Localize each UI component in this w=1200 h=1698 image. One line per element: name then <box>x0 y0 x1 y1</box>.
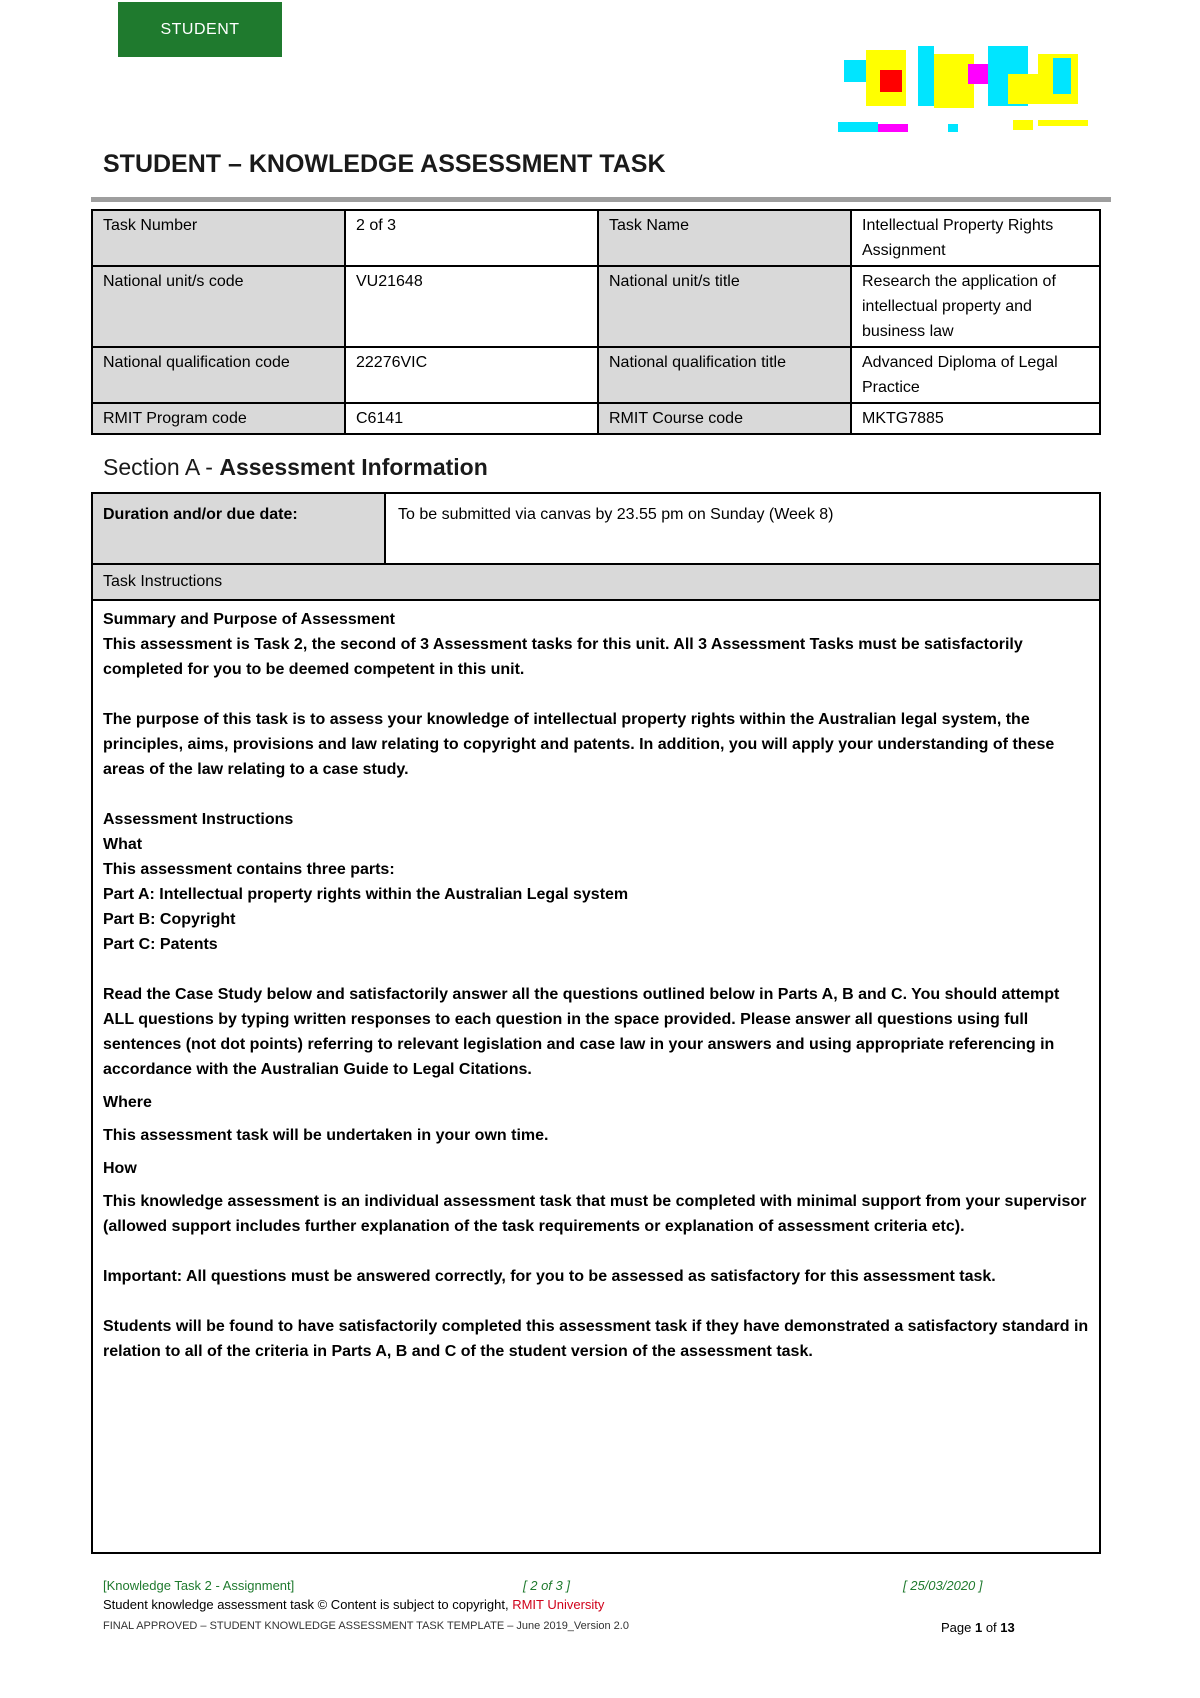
footer-copyright-text: Student knowledge assessment task © Content is subject to copyright, <box>103 1597 513 1612</box>
what-heading: What <box>103 836 143 853</box>
section-title: Assessment Information <box>219 454 488 480</box>
due-date-row <box>93 494 1099 565</box>
page-label: Page <box>941 1620 975 1635</box>
logo-block-cyan-4 <box>1053 58 1071 94</box>
footer-page-number <box>941 1620 1015 1635</box>
task-number-value: 2 of 3 <box>345 210 598 266</box>
page-of: of <box>982 1620 1001 1635</box>
table-row <box>92 403 1100 434</box>
important-text <box>103 1264 1089 1289</box>
qualification-title-value: Advanced Diploma of Legal Practice <box>851 347 1100 403</box>
title-rule <box>91 197 1111 202</box>
logo-strip-1 <box>838 122 878 132</box>
where-text: This assessment task will be undertaken in your own time. <box>103 1127 549 1144</box>
how-heading: How <box>103 1160 137 1177</box>
section-prefix: Section A - <box>103 454 220 480</box>
part-c: Part C: Patents <box>103 936 218 953</box>
page-title: STUDENT – KNOWLEDGE ASSESSMENT TASK <box>103 150 666 178</box>
task-instructions-header: Task Instructions <box>93 565 1099 601</box>
due-date-label: Duration and/or due date: <box>93 494 386 563</box>
footer-task-of: [ 2 of 3 ] <box>523 1578 570 1593</box>
task-number-label: Task Number <box>92 210 345 266</box>
unit-title-label: National unit/s title <box>598 266 851 347</box>
footer-date: [ 25/03/2020 ] <box>903 1578 983 1593</box>
footer-rmit-link: RMIT University <box>512 1597 605 1612</box>
course-code-label: RMIT Course code <box>598 403 851 434</box>
qualification-title-label: National qualification title <box>598 347 851 403</box>
read-case-study-text: Read the Case Study below and satisfactorily answer all the questions outlined below in Parts A, B and C. You should attempt ALL questions by typing written responses to each question in the space provided. Please answer all questions using full sentences (not dot points) referring to relevant legislation and case law in your answers and using appropriate referencing in accordance with the Australian Guide to Legal Citations. <box>103 986 1060 1078</box>
unit-code-label: National unit/s code <box>92 266 345 347</box>
assessment-info-box <box>91 492 1101 1554</box>
logo-block-cyan <box>844 60 866 82</box>
student-badge: STUDENT <box>118 2 282 57</box>
course-code-value: MKTG7885 <box>851 403 1100 434</box>
footer-copyright <box>103 1597 604 1612</box>
table-row <box>92 347 1100 403</box>
task-info-table <box>91 209 1101 435</box>
part-b: Part B: Copyright <box>103 911 236 928</box>
unit-code-value: VU21648 <box>345 266 598 347</box>
table-row <box>92 266 1100 347</box>
footer-task-name: [Knowledge Task 2 - Assignment] <box>103 1578 295 1593</box>
contains-text: This assessment contains three parts: <box>103 861 395 878</box>
program-code-value: C6141 <box>345 403 598 434</box>
logo-block-magenta <box>968 64 990 84</box>
logo-strip-2 <box>878 124 908 132</box>
page-total: 13 <box>1000 1620 1015 1635</box>
logo-strip-5 <box>1038 120 1088 126</box>
important-label: Important: <box>103 1268 183 1285</box>
task-instructions-body <box>93 601 1099 1370</box>
task-name-label: Task Name <box>598 210 851 266</box>
footer-template-version: FINAL APPROVED – STUDENT KNOWLEDGE ASSESSMENT TASK TEMPLATE – June 2019_Version 2.0 <box>103 1620 629 1632</box>
logo-block-yellow-3 <box>1008 74 1038 104</box>
page-footer <box>103 1578 1023 1635</box>
summary-heading: Summary and Purpose of Assessment <box>103 611 395 628</box>
unit-title-value: Research the application of intellectual property and business law <box>851 266 1100 347</box>
rmit-logo <box>838 44 1138 144</box>
program-code-label: RMIT Program code <box>92 403 345 434</box>
summary-text: This assessment is Task 2, the second of 3 Assessment tasks for this unit. All 3 Assessment Tasks must be satisfactorily completed for you to be deemed competent in this unit. <box>103 636 1023 678</box>
table-row <box>92 210 1100 266</box>
task-name-value: Intellectual Property Rights Assignment <box>851 210 1100 266</box>
logo-block-cyan-2 <box>918 46 934 106</box>
purpose-text: The purpose of this task is to assess your knowledge of intellectual property rights within the Australian legal system, the principles, aims, provisions and law relating to copyright and patents. In addition, you will apply your understanding of these areas of the law relating to a case study. <box>103 711 1055 778</box>
how-text: This knowledge assessment is an individual assessment task that must be completed with minimal support from your supervisor (allowed support includes further explanation of the task requirements or explanation of assessment criteria etc). <box>103 1193 1087 1235</box>
logo-block-red <box>880 70 902 92</box>
due-date-value: To be submitted via canvas by 23.55 pm on Sunday (Week 8) <box>398 506 834 523</box>
qualification-code-value: 22276VIC <box>345 347 598 403</box>
page-current: 1 <box>974 1620 983 1635</box>
qualification-code-label: National qualification code <box>92 347 345 403</box>
where-heading: Where <box>103 1094 152 1111</box>
logo-strip-4 <box>1013 120 1033 130</box>
part-a: Part A: Intellectual property rights within the Australian Legal system <box>103 886 629 903</box>
logo-strip-3 <box>948 124 958 132</box>
important-body: All questions must be answered correctly, for you to be assessed as satisfactory for this assessment task. <box>182 1268 996 1285</box>
instructions-heading: Assessment Instructions <box>103 811 294 828</box>
students-text: Students will be found to have satisfactorily completed this assessment task if they have demonstrated a satisfactory standard in relation to all of the criteria in Parts A, B and C of the student version of the assessment task. <box>103 1318 1089 1360</box>
section-heading <box>103 454 488 481</box>
